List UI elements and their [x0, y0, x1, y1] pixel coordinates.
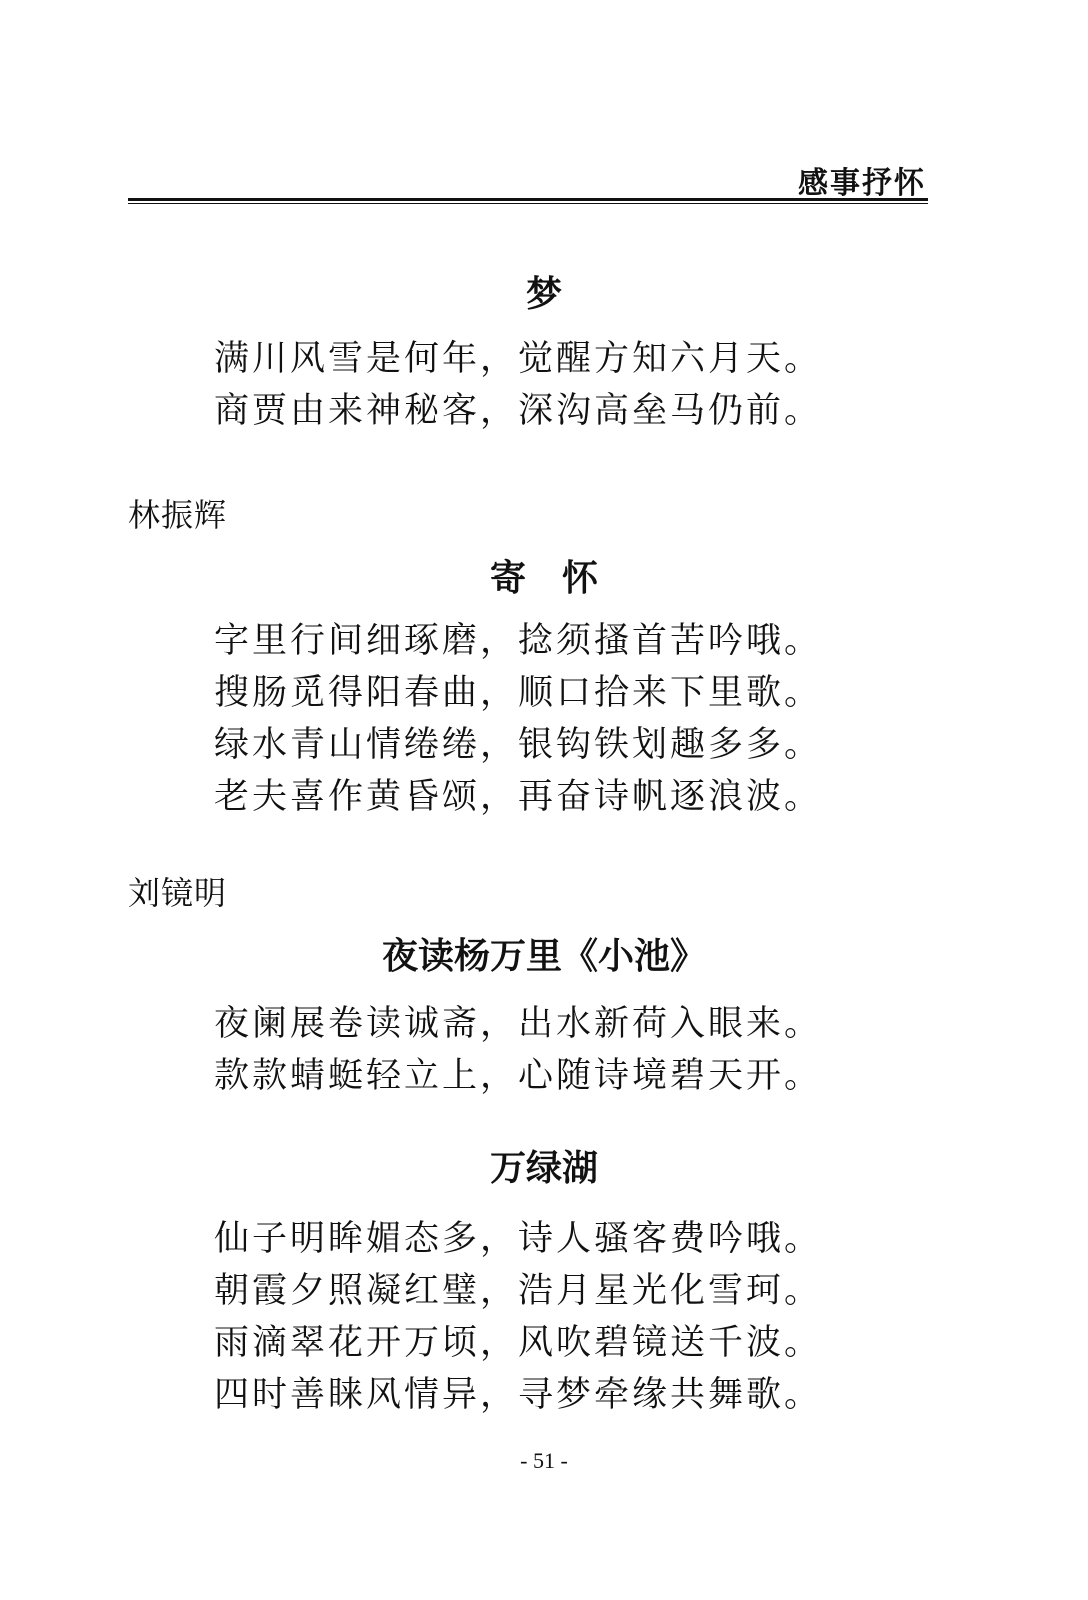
verse-line: 搜肠觅得阳春曲，顺口拾来下里歌。	[214, 673, 823, 713]
verse-line: 字里行间细琢磨，捻须搔首苦吟哦。	[214, 621, 823, 661]
poem-title-night-reading: 夜读杨万里《小池》	[381, 936, 706, 977]
poem-title-jihuai: 寄 怀	[489, 558, 598, 599]
poem-body-jihuai	[214, 615, 934, 823]
header-rule-thin	[128, 203, 928, 204]
header-rule	[128, 198, 928, 201]
verse-line: 夜阑展卷读诚斋，出水新荷入眼来。	[214, 1004, 823, 1044]
poem-body-night-reading	[214, 998, 934, 1102]
poem-title-dream: 梦	[525, 274, 562, 315]
verse-line: 款款蜻蜓轻立上，心随诗境碧天开。	[214, 1056, 823, 1096]
verse-line: 朝霞夕照凝红璧，浩月星光化雪珂。	[214, 1271, 823, 1311]
verse-line: 绿水青山情绻绻，银钩铁划趣多多。	[214, 725, 823, 765]
running-header: 感事抒怀	[798, 166, 926, 201]
poem-title-wanlv-lake: 万绿湖	[489, 1148, 598, 1189]
verse-line: 雨滴翠花开万顷，风吹碧镜送千波。	[214, 1323, 823, 1363]
poem-body-dream	[214, 333, 934, 437]
author-lin-zhenhui: 林振辉	[128, 496, 228, 534]
verse-line: 四时善睐风情异，寻梦牵缘共舞歌。	[214, 1375, 823, 1415]
page-number: - 51 -	[520, 1448, 568, 1473]
verse-line: 仙子明眸媚态多，诗人骚客费吟哦。	[214, 1219, 823, 1259]
author-liu-jingming: 刘镜明	[128, 874, 228, 912]
poem-body-wanlv-lake	[214, 1213, 934, 1421]
verse-line: 商贾由来神秘客，深沟高垒马仍前。	[214, 391, 823, 431]
verse-line: 老夫喜作黄昏颂，再奋诗帆逐浪波。	[214, 777, 823, 817]
verse-line: 满川风雪是何年，觉醒方知六月天。	[214, 339, 823, 379]
